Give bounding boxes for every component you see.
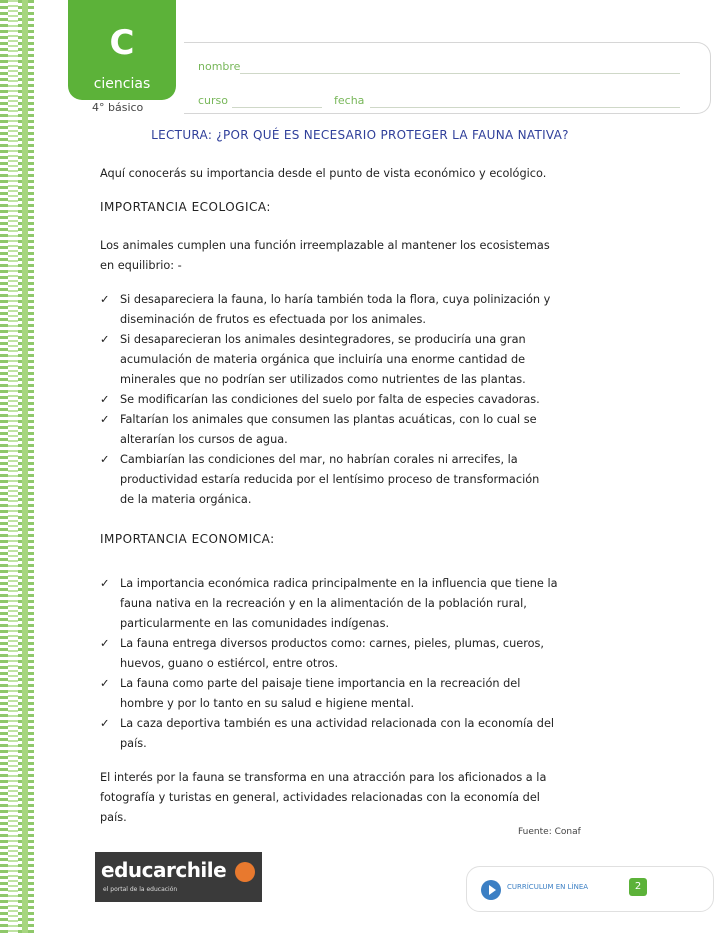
item-line: diseminación de frutos es efectuada por los animales. <box>120 313 426 326</box>
closing-line: fotografía y turistas en general, actividades relacionadas con la economía del <box>100 791 540 804</box>
list-item <box>100 574 625 634</box>
list-item <box>100 410 625 450</box>
list-item <box>100 330 625 390</box>
ecological-lead-line: Los animales cumplen una función irreemplazable al mantener los ecosistemas <box>100 239 550 252</box>
student-info-box <box>184 42 711 114</box>
ecological-heading: IMPORTANCIA ECOLOGICA: <box>100 200 271 214</box>
footer-box <box>466 866 714 912</box>
source-note: Fuente: Conaf <box>518 827 581 837</box>
list-item <box>100 674 625 714</box>
name-field[interactable] <box>240 73 680 74</box>
ecological-lead <box>100 236 620 276</box>
ecological-lead-line: en equilibrio: - <box>100 259 182 272</box>
subject-tab <box>68 0 176 100</box>
curriculum-label[interactable]: CURRÍCULUM EN LÍNEA <box>507 883 589 891</box>
ecological-list <box>100 290 625 510</box>
closing-line: país. <box>100 811 127 824</box>
date-label: fecha <box>334 94 365 107</box>
page-number-badge: 2 <box>629 878 647 896</box>
check-icon: ✓ <box>100 393 110 406</box>
item-line: particularmente en las comunidades indígenas. <box>120 617 390 630</box>
item-line: acumulación de materia orgánica que incluiría una enorme cantidad de <box>120 353 526 366</box>
closing-line: El interés por la fauna se transforma en una atracción para los aficionados a la <box>100 771 547 784</box>
item-line: La importancia económica radica principalmente en la influencia que tiene la <box>120 577 558 590</box>
check-icon: ✓ <box>100 333 110 346</box>
item-line: La caza deportiva también es una actividad relacionada con la economía del <box>120 717 555 730</box>
economic-list <box>100 574 625 754</box>
course-field[interactable] <box>232 107 322 108</box>
list-item <box>100 450 625 510</box>
educarchile-logo[interactable] <box>95 852 262 902</box>
item-line: huevos, guano o estiércol, entre otros. <box>120 657 339 670</box>
item-line: La fauna como parte del paisaje tiene importancia en la recreación del <box>120 677 521 690</box>
check-icon: ✓ <box>100 637 110 650</box>
check-icon: ✓ <box>100 717 110 730</box>
item-line: Se modificarían las condiciones del suelo por falta de especies cavadoras. <box>120 393 540 406</box>
decorative-border <box>0 0 34 933</box>
list-item <box>100 290 625 330</box>
check-icon: ✓ <box>100 293 110 306</box>
item-line: Faltarían los animales que consumen las plantas acuáticas, con lo cual se <box>120 413 537 426</box>
subject-name: ciencias <box>93 76 151 92</box>
list-item <box>100 634 625 674</box>
course-label: curso <box>198 94 229 107</box>
logo-tagline: el portal de la educación <box>103 886 178 893</box>
check-icon: ✓ <box>100 413 110 426</box>
item-line: minerales que no podrían ser utilizados como nutrientes de las plantas. <box>120 373 526 386</box>
date-field[interactable] <box>370 107 680 108</box>
check-icon: ✓ <box>100 453 110 466</box>
item-line: hombre y por lo tanto en su salud e higiene mental. <box>120 697 415 710</box>
closing-paragraph <box>100 768 625 828</box>
item-line: país. <box>120 737 147 750</box>
list-item <box>100 714 625 754</box>
check-icon: ✓ <box>100 677 110 690</box>
subject-letter: C <box>109 23 135 63</box>
grade-label: 4° básico <box>92 101 144 114</box>
item-line: de la materia orgánica. <box>120 493 252 506</box>
page-title: LECTURA: ¿POR QUÉ ES NECESARIO PROTEGER LA FAUNA NATIVA? <box>151 128 569 142</box>
item-line: alterarían los cursos de agua. <box>120 433 288 446</box>
list-item <box>100 390 625 410</box>
item-line: productividad estaría reducida por el lentísimo proceso de transformación <box>120 473 540 486</box>
item-line: La fauna entrega diversos productos como: carnes, pieles, plumas, cueros, <box>120 637 544 650</box>
economic-heading: IMPORTANCIA ECONOMICA: <box>100 532 275 546</box>
item-line: Si desaparecieran los animales desintegradores, se produciría una gran <box>120 333 526 346</box>
check-icon: ✓ <box>100 577 110 590</box>
item-line: fauna nativa en la recreación y en la alimentación de la población rural, <box>120 597 527 610</box>
decorative-border-bar <box>22 0 28 933</box>
name-label: nombre <box>198 60 241 73</box>
item-line: Si desapareciera la fauna, lo haría también toda la flora, cuya polinización y <box>120 293 551 306</box>
logo-mark-icon <box>235 862 255 882</box>
item-line: Cambiarían las condiciones del mar, no habrían corales ni arrecifes, la <box>120 453 518 466</box>
logo-text: educarchile <box>101 858 227 882</box>
intro-text: Aquí conocerás su importancia desde el punto de vista económico y ecológico. <box>100 167 547 180</box>
play-icon[interactable] <box>481 880 501 900</box>
